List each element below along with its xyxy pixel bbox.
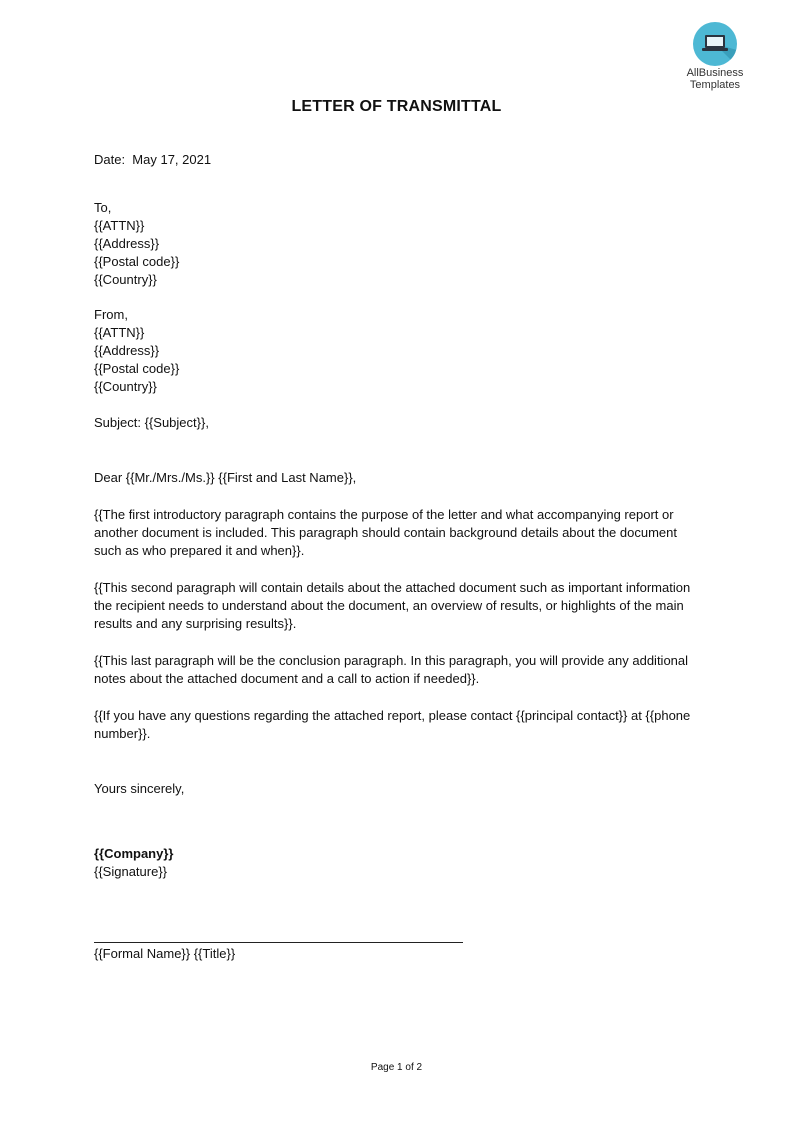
closing-text: Yours sincerely, <box>94 781 185 796</box>
signature-line <box>94 942 463 943</box>
logo-text <box>678 67 752 91</box>
to-country: {{Country}} <box>94 272 157 287</box>
formal-name-block <box>94 945 694 963</box>
logo <box>678 22 752 91</box>
paragraph-2 <box>94 579 694 633</box>
from-address: {{Address}} <box>94 343 160 358</box>
formal-name-title: {{Formal Name}} {{Title}} <box>94 946 236 961</box>
page-footer: Page 1 of 2 <box>370 1062 423 1073</box>
date-text: Date: May 17, 2021 <box>94 152 212 167</box>
from-block <box>94 306 694 396</box>
to-address: {{Address}} <box>94 236 160 251</box>
logo-line-2: Templates <box>689 79 741 91</box>
subject-line <box>94 414 694 432</box>
company-signature-block <box>94 845 694 881</box>
closing <box>94 780 694 798</box>
to-attn: {{ATTN}} <box>94 218 145 233</box>
subject-text: Subject: {{Subject}}, <box>94 415 209 430</box>
from-postal-code: {{Postal code}} <box>94 361 180 376</box>
from-country: {{Country}} <box>94 379 157 394</box>
to-label: To, <box>94 200 112 215</box>
salutation-text: Dear {{Mr./Mrs./Ms.}} {{First and Last Name}}, <box>94 470 357 485</box>
paragraph-text: {{The first introductory paragraph contains the purpose of the letter and what accompanying report or another document is included. This paragraph should contain background details about the document such as who prepared it and when}}. <box>94 507 677 558</box>
to-postal-code: {{Postal code}} <box>94 254 180 269</box>
laptop-icon <box>693 22 737 66</box>
logo-line-1: AllBusiness <box>686 67 744 79</box>
page-title: LETTER OF TRANSMITTAL <box>291 98 502 115</box>
paragraph-text: {{If you have any questions regarding the attached report, please contact {{principal contact}} at {{phone number}}. <box>94 708 691 741</box>
date-line <box>94 151 694 169</box>
paragraph-1 <box>94 506 694 560</box>
to-block <box>94 199 694 289</box>
paragraph-3 <box>94 652 694 688</box>
paragraph-4 <box>94 707 694 743</box>
paragraph-text: {{This last paragraph will be the conclusion paragraph. In this paragraph, you will provide any additional notes about the attached document and a call to action if needed}}. <box>94 653 689 686</box>
from-label: From, <box>94 307 128 322</box>
from-attn: {{ATTN}} <box>94 325 145 340</box>
signature-placeholder: {{Signature}} <box>94 864 168 879</box>
salutation <box>94 469 694 487</box>
paragraph-text: {{This second paragraph will contain details about the attached document such as important information the recipient needs to understand about the document, an overview of results, or highlights of the main results and any surprising results}}. <box>94 580 691 631</box>
company-name: {{Company}} <box>94 846 174 861</box>
